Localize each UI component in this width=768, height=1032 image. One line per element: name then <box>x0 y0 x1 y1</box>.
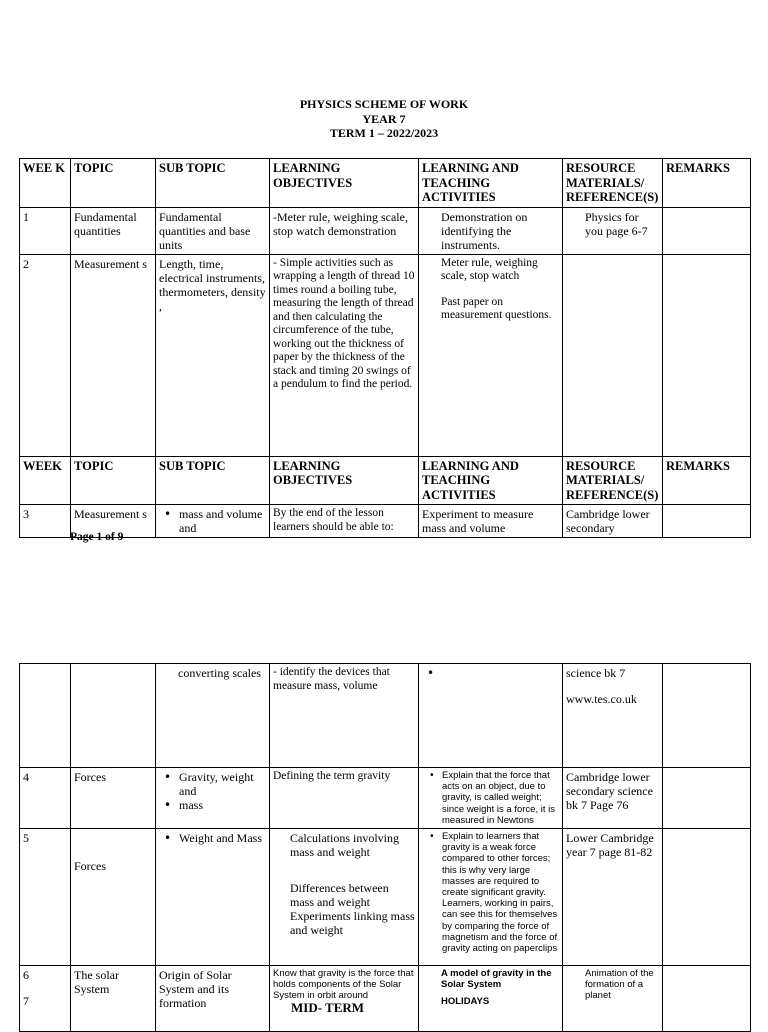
header-subtopic: SUB TOPIC <box>156 159 270 208</box>
header-resources: RESOURCE MATERIALS/ REFERENCE(S) <box>563 159 663 208</box>
header-activities: LEARNING AND TEACHING ACTIVITIES <box>419 456 563 505</box>
header-week: WEE K <box>20 159 71 208</box>
remarks-cell <box>663 768 751 829</box>
table-row <box>20 505 751 538</box>
activities-cell <box>419 254 563 456</box>
header-subtopic: SUB TOPIC <box>156 456 270 505</box>
topic-cell: Measurement s <box>71 505 156 538</box>
remarks-cell <box>663 966 751 1032</box>
table-row <box>20 829 751 966</box>
holidays-label: HOLIDAYS <box>441 996 490 1008</box>
header-week: WEEK <box>20 456 71 505</box>
activities-cell <box>419 664 563 768</box>
title-line-3: TERM 1 – 2022/2023 <box>329 126 439 140</box>
topic-cell: Forces <box>71 768 156 829</box>
activities-text-1: A model of gravity in the Solar System <box>441 968 552 991</box>
resources-cell <box>563 664 663 768</box>
header-row <box>20 456 751 505</box>
resources-cell: Lower Cambridge year 7 page 81-82 <box>563 829 663 966</box>
subtopic-cell: converting scales <box>156 664 270 768</box>
objectives-text-1: Calculations involving mass and weight <box>290 831 399 860</box>
resources-cell: Physics for you page 6-7 <box>563 207 663 254</box>
topic-cell <box>71 829 156 966</box>
subtopic-cell: Fundamental quantities and base units <box>156 207 270 254</box>
week-cell: 3 <box>20 505 71 538</box>
topic-cell <box>71 664 156 768</box>
activities-text-2: Past paper on measurement questions. <box>441 295 552 321</box>
objectives-cell: -Meter rule, weighing scale, stop watch demonstration <box>270 207 419 254</box>
activities-cell <box>419 966 563 1032</box>
subtopic-item: • mass and volume and <box>179 507 266 535</box>
resources-cell: Animation of the formation of a planet <box>563 966 663 1032</box>
activities-text-1: Meter rule, weighing scale, stop watch <box>441 256 538 282</box>
resources-cell <box>563 254 663 456</box>
table-row <box>20 966 751 1032</box>
remarks-cell <box>663 664 751 768</box>
header-topic: TOPIC <box>71 159 156 208</box>
week-6: 6 <box>23 968 29 983</box>
objectives-cell: By the end of the lesson learners should be able to: <box>270 505 419 538</box>
subtopic-cell <box>156 829 270 966</box>
week-cell: 1 <box>20 207 71 254</box>
scheme-table-page-1 <box>19 158 751 538</box>
topic-cell: Fundamental quantities <box>71 207 156 254</box>
objectives-text-1: Know that gravity is the force that holds components of the Solar System in orbit around <box>273 968 414 1002</box>
header-topic: TOPIC <box>71 456 156 505</box>
activities-cell <box>419 829 563 966</box>
remarks-cell <box>663 254 751 456</box>
resources-link[interactable]: www.tes.co.uk <box>566 692 637 706</box>
activities-cell: Experiment to measure mass and volume <box>419 505 563 538</box>
scheme-table-page-2 <box>19 663 751 1032</box>
subtopic-item: • Gravity, weight and <box>179 770 266 798</box>
week-cell <box>20 966 71 1032</box>
subtopic-cell: Length, time, electrical instruments, thermometers, density , <box>156 254 270 456</box>
week-cell <box>20 664 71 768</box>
activities-bullet <box>442 666 559 680</box>
document-title <box>0 97 768 141</box>
header-row <box>20 159 751 208</box>
subtopic-item: • mass <box>179 798 266 812</box>
objectives-cell: Defining the term gravity <box>270 768 419 829</box>
week-cell: 2 <box>20 254 71 456</box>
subtopic-item: • Weight and Mass <box>179 831 266 845</box>
table-row <box>20 768 751 829</box>
table-row <box>20 664 751 768</box>
objectives-cell: - Simple activities such as wrapping a length of thread 10 times round a boiling tube, measuring the length of thread and then calculating the circumference of the tube, working out the thickness of paper by the thickness of the stack and timing 20 swings of a pendulum to find the period. <box>270 254 419 456</box>
header-activities: LEARNING AND TEACHING ACTIVITIES <box>419 159 563 208</box>
resources-cell: Cambridge lower secondary <box>563 505 663 538</box>
week-7: 7 <box>23 994 29 1009</box>
topic-cell: The solar System <box>71 966 156 1032</box>
header-remarks: REMARKS <box>663 456 751 505</box>
page-number: Page 1 of 9 <box>70 531 124 543</box>
week-cell: 5 <box>20 829 71 966</box>
activities-item: • Explain to learners that gravity is a weak force compared to other forces; this is why very large masses are required to create significant gravity. Learners, working in pairs, can see this for themselves by comparing the force of magnetism and the force of gravity acting on paperclips <box>442 831 559 954</box>
topic-text: Forces <box>74 859 106 874</box>
subtopic-cell <box>156 505 270 538</box>
title-line-2: YEAR 7 <box>362 111 406 126</box>
week-cell: 4 <box>20 768 71 829</box>
topic-cell: Measurement s <box>71 254 156 456</box>
mid-term-label: MID- TERM <box>291 999 365 1015</box>
subtopic-cell: Origin of Solar System and its formation <box>156 966 270 1032</box>
header-objectives: LEARNING OBJECTIVES <box>270 159 419 208</box>
header-remarks: REMARKS <box>663 159 751 208</box>
activities-cell <box>419 768 563 829</box>
objectives-cell: - identify the devices that measure mass, volume <box>270 664 419 768</box>
resources-cell: Cambridge lower secondary science bk 7 Page 76 <box>563 768 663 829</box>
objectives-text-2: Differences between mass and weight Experiments linking mass and weight <box>290 881 415 938</box>
activities-cell: Demonstration on identifying the instruments. <box>419 207 563 254</box>
remarks-cell <box>663 829 751 966</box>
objectives-cell <box>270 829 419 966</box>
header-objectives: LEARNING OBJECTIVES <box>270 456 419 505</box>
objectives-cell <box>270 966 419 1032</box>
table-row <box>20 207 751 254</box>
header-resources: RESOURCE MATERIALS/ REFERENCE(S) <box>563 456 663 505</box>
table-row <box>20 254 751 456</box>
remarks-cell <box>663 207 751 254</box>
remarks-cell <box>663 505 751 538</box>
activities-item: • Explain that the force that acts on an object, due to gravity, is called weight; since weight is a force, it is measured in Newtons <box>442 770 559 826</box>
subtopic-cell <box>156 768 270 829</box>
resources-text-1: science bk 7 <box>566 666 626 680</box>
title-line-1: PHYSICS SCHEME OF WORK <box>299 97 469 111</box>
